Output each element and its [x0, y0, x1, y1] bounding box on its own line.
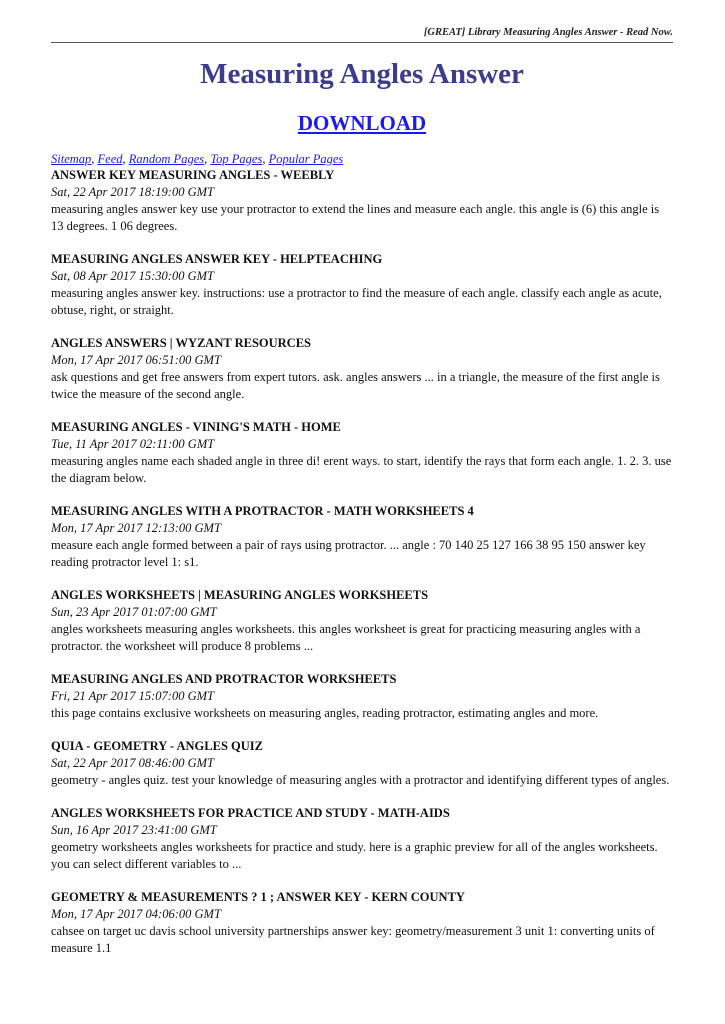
page-title: Measuring Angles Answer	[200, 58, 524, 90]
entry	[51, 587, 673, 655]
entry-title: MEASURING ANGLES AND PROTRACTOR WORKSHEETS	[51, 672, 397, 686]
entry-date: Fri, 21 Apr 2017 15:07:00 GMT	[51, 689, 214, 703]
nav-separator: ,	[204, 152, 211, 166]
entry	[51, 671, 673, 722]
entry-date: Sat, 08 Apr 2017 15:30:00 GMT	[51, 269, 214, 283]
entry-title: MEASURING ANGLES - VINING'S MATH - HOME	[51, 420, 341, 434]
nav-link-random-pages[interactable]: Random Pages	[128, 152, 205, 166]
entry-snippet: this page contains exclusive worksheets on measuring angles, reading protractor, estimating angles and more.	[51, 706, 599, 720]
nav-separator: ,	[262, 152, 269, 166]
entry-date: Sun, 16 Apr 2017 23:41:00 GMT	[51, 823, 217, 837]
entry-title: QUIA - GEOMETRY - ANGLES QUIZ	[51, 739, 263, 753]
entry-snippet: cahsee on target uc davis school university partnerships answer key: geometry/measurement 3 unit 1: converting units of measure 1.1	[51, 924, 655, 955]
entry	[51, 503, 673, 571]
nav-link-sitemap[interactable]: Sitemap	[51, 152, 92, 166]
entry	[51, 335, 673, 403]
entry-title: GEOMETRY & MEASUREMENTS ? 1 ; ANSWER KEY - KERN COUNTY	[51, 890, 465, 904]
entry	[51, 251, 673, 319]
nav-link-feed[interactable]: Feed	[97, 152, 123, 166]
entry-date: Mon, 17 Apr 2017 12:13:00 GMT	[51, 521, 221, 535]
header-divider	[51, 42, 673, 43]
entry-date: Sun, 23 Apr 2017 01:07:00 GMT	[51, 605, 217, 619]
entry-snippet: measuring angles name each shaded angle in three di! erent ways. to start, identify the rays that form each angle. 1. 2. 3. use the diagram below.	[51, 454, 672, 485]
entry	[51, 805, 673, 873]
nav-separator: ,	[122, 152, 129, 166]
entry-snippet: measure each angle formed between a pair of rays using protractor. ... angle : 70 140 25 127 166 38 95 150 answer key reading protractor level 1: s1.	[51, 538, 646, 569]
entry	[51, 738, 673, 789]
entry-snippet: geometry worksheets angles worksheets for practice and study. here is a graphic preview for all of the angles worksheets. you can select different variables to ...	[51, 840, 658, 871]
entry-list	[51, 167, 673, 973]
entry-snippet: ask questions and get free answers from expert tutors. ask. angles answers ... in a triangle, the measure of the first angle is twice the measure of the second angle.	[51, 370, 660, 401]
entry-snippet: measuring angles answer key. instructions: use a protractor to find the measure of each angle. classify each angle as acute, obtuse, right, or straight.	[51, 286, 662, 317]
entry	[51, 889, 673, 957]
nav-link-popular-pages[interactable]: Popular Pages	[268, 152, 344, 166]
entry-title: MEASURING ANGLES WITH A PROTRACTOR - MATH WORKSHEETS 4	[51, 504, 474, 518]
nav-separator: ,	[91, 152, 98, 166]
download-link[interactable]: DOWNLOAD	[297, 111, 427, 135]
nav-link-top-pages[interactable]: Top Pages	[210, 152, 263, 166]
nav-links	[51, 151, 343, 167]
entry-title: ANGLES WORKSHEETS | MEASURING ANGLES WORKSHEETS	[51, 588, 429, 602]
entry	[51, 419, 673, 487]
entry-date: Mon, 17 Apr 2017 06:51:00 GMT	[51, 353, 221, 367]
entry-title: ANGLES ANSWERS | WYZANT RESOURCES	[51, 336, 312, 350]
entry-snippet: measuring angles answer key use your protractor to extend the lines and measure each angle. this angle is (6) this angle is 13 degrees. 1 06 degrees.	[51, 202, 660, 233]
entry-date: Sat, 22 Apr 2017 18:19:00 GMT	[51, 185, 214, 199]
entry-snippet: angles worksheets measuring angles worksheets. this angles worksheet is great for practicing measuring angles with a protractor. the worksheet will produce 8 problems ...	[51, 622, 641, 653]
entry-date: Tue, 11 Apr 2017 02:11:00 GMT	[51, 437, 215, 451]
entry-snippet: geometry - angles quiz. test your knowledge of measuring angles with a protractor and identifying different types of angles.	[51, 773, 670, 787]
entry-title: MEASURING ANGLES ANSWER KEY - HELPTEACHING	[51, 252, 383, 266]
entry-date: Sat, 22 Apr 2017 08:46:00 GMT	[51, 756, 214, 770]
running-header: [GREAT] Library Measuring Angles Answer - Read Now.	[423, 27, 673, 38]
entry	[51, 167, 673, 235]
entry-title: ANGLES WORKSHEETS FOR PRACTICE AND STUDY - MATH-AIDS	[51, 806, 450, 820]
entry-title: ANSWER KEY MEASURING ANGLES - WEEBLY	[51, 168, 335, 182]
entry-date: Mon, 17 Apr 2017 04:06:00 GMT	[51, 907, 221, 921]
